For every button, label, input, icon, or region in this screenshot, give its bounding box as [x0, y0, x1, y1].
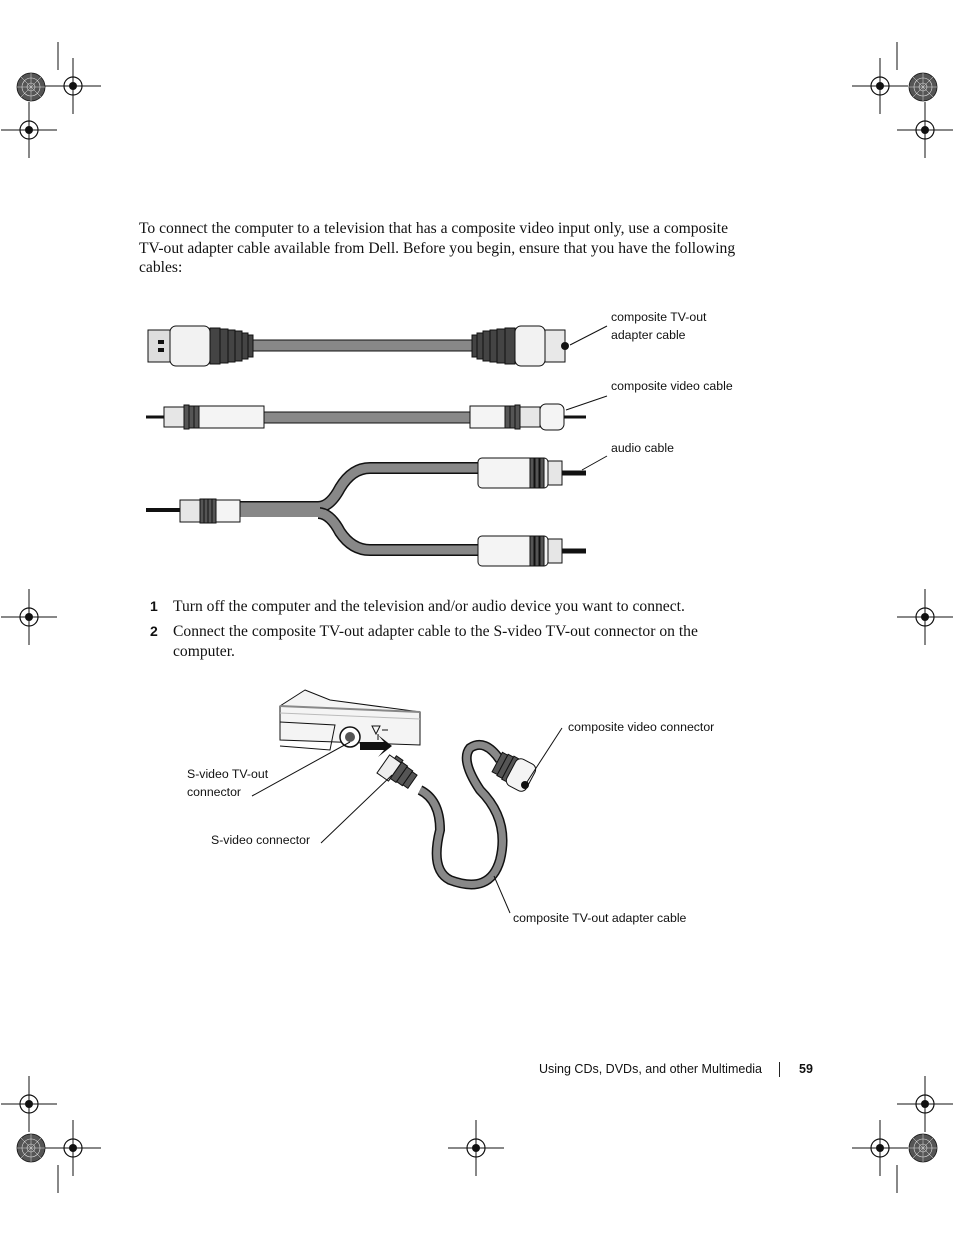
- step-number: 2: [150, 623, 158, 639]
- callout-line: adapter cable: [611, 327, 686, 342]
- footer-section-title: Using CDs, DVDs, and other Multimedia: [539, 1062, 762, 1076]
- callout-line: connector: [187, 784, 242, 799]
- callout-composite-tvout-adapter-cable: composite TV-out adapter cable: [513, 911, 687, 925]
- page-number: 59: [799, 1062, 813, 1076]
- step-line: computer.: [173, 642, 235, 660]
- callout-svideo-connector: S-video connector: [211, 833, 311, 847]
- callout-composite-video-cable: composite video cable: [611, 379, 733, 393]
- footer-divider: [779, 1062, 780, 1077]
- step-line: Connect the composite TV-out adapter cable to the S-video TV-out connector on the: [173, 623, 698, 640]
- intro-line: cables:: [139, 259, 183, 276]
- callout-composite-video-connector: composite video connector: [568, 720, 715, 734]
- callout-audio-cable: audio cable: [611, 441, 674, 455]
- callout-line: composite TV-out: [611, 310, 707, 324]
- intro-line: TV-out adapter cable available from Dell. Before you begin, ensure that you have the following: [139, 239, 736, 257]
- computer-side-panel-drawing: [280, 690, 420, 757]
- step-number: 1: [150, 598, 158, 614]
- composite-tvout-adapter-cable-coil-drawing: [377, 745, 538, 885]
- callout-svideo-tvout-connector: [187, 766, 268, 801]
- callout-line: S-video TV-out: [187, 767, 269, 781]
- step-line: Turn off the computer and the television and/or audio device you want to connect.: [173, 598, 685, 615]
- intro-line: To connect the computer to a television that has a composite video input only, use a composite: [139, 220, 729, 237]
